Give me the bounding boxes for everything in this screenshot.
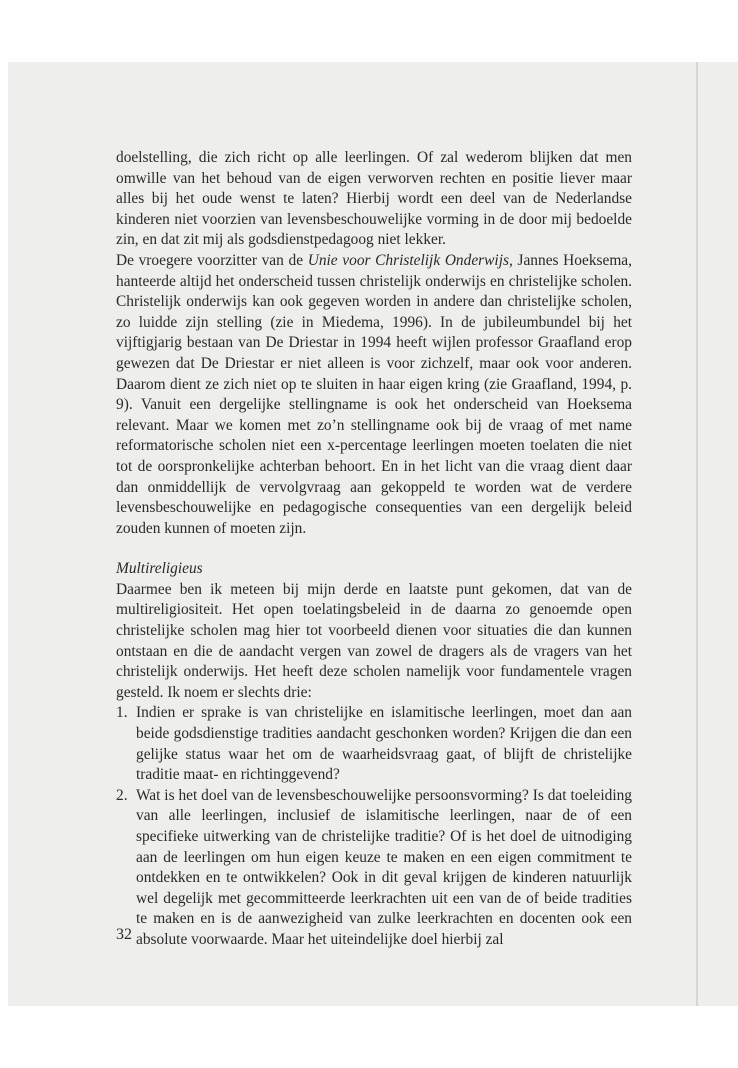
page-body [116, 148, 632, 951]
section-heading: Multireligieus [116, 560, 203, 578]
paragraph-1: doelstelling, die zich richt op alle leerlingen. Of zal wederom blijken dat men omwille van het behoud van de eigen verworven rechten en positie liever maar alles bij het oude wenst te laten? Hierbij wordt een deel van de Nederlandse kinderen niet voorzien van levensbeschouwelijke vorming in de door mij bedoelde zin, en dat zit mij als godsdienstpedagoog niet lekker. [116, 149, 632, 249]
paragraph-2-rest: Jannes Hoeksema, hanteerde altijd het onderscheid tussen christelijk onderwijs en christelijke scholen. Christelijk onderwijs kan ook gegeven worden in andere dan christelijke scholen, zo luidde zijn stelling (zie in Miedema, 1996). In de jubileumbundel bij het vijftigjarig bestaan van De Driestar in 1994 heeft wijlen professor Graafland erop gewezen dat De Driestar er niet alleen is voor zichzelf, maar ook voor anderen. Daarom dient ze zich niet op te sluiten in haar eigen kring (zie Graafland, 1994, p. 9). Vanuit een dergelijke stellingname is ook het onderscheid van Hoeksema relevant. Maar we komen met zo’n stellingname ook bij de vraag of met name reformatorische scholen niet een x-percentage leerlingen moeten toelaten die niet tot de oorspronkelijke achterban behoort. En in het licht van die vraag dient daar dan onmiddellijk de vervolgvraag aan gekoppeld te worden wat de verdere levensbeschouwelijke en pedagogische consequenties van een dergelijk beleid zouden kunnen of moeten zijn. [116, 251, 632, 537]
list-number: 1. [116, 704, 128, 722]
paragraph-2 [116, 251, 632, 539]
page-edge [696, 62, 698, 1006]
paragraph-2-start: De vroegere voorzitter van de [116, 251, 308, 269]
organisation-name: Unie voor Christelijk Onderwijs, [307, 251, 513, 269]
page-number: 32 [116, 926, 132, 943]
list-text: Indien er sprake is van christelijke en islamitische leerlingen, moet dan aan beide godsdienstige tradities aandacht geschonken worden? Krijgen die dan een gelijke status waar het om de waarheidsvraag gaat, of blijft de christelijke traditie maat- en richtinggevend? [136, 704, 632, 784]
numbered-list [116, 703, 632, 950]
list-item [116, 703, 632, 785]
list-number: 2. [116, 786, 128, 804]
list-text: Wat is het doel van de levensbeschouwelijke persoonsvorming? Is dat toeleiding van alle leerlingen, inclusief de islamitische leerlingen, naar de of een specifieke uitwerking van de christelijke traditie? Of is het doel de uitnodiging aan de leerlingen om hun eigen keuze te maken en een eigen commitment te ontdekken en te ontwikkelen? Ook in dit geval krijgen de kinderen natuurlijk wel degelijk met gecommitteerde leerkrachten uit een van de of beide tradities te maken en is de aanwezigheid van zulke leerkrachten en docenten ook een absolute voorwaarde. Maar het uiteindelijke doel hierbij zal [136, 786, 632, 948]
section-intro: Daarmee ben ik meteen bij mijn derde en laatste punt gekomen, dat van de multireligiositeit. Het open toelatingsbeleid in de daarna zo genoemde open christelijke scholen mag hier tot voorbeeld dienen voor situaties die dan kunnen ontstaan en die de aandacht vergen van zowel de dragers als de vragers van het christelijk onderwijs. Het heeft deze scholen namelijk voor fundamentele vragen gesteld. Ik noem er slechts drie: [116, 580, 632, 701]
list-item [116, 786, 632, 951]
